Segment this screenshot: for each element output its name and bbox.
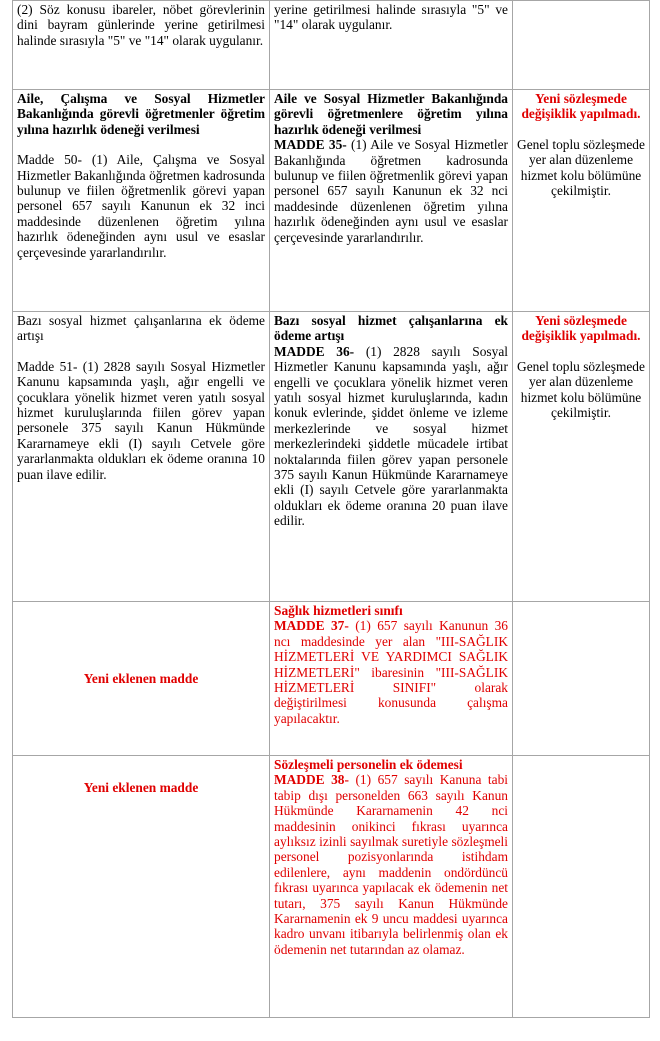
new-text-cell xyxy=(270,756,513,1018)
old-text-cell xyxy=(13,90,270,312)
table-row xyxy=(13,312,650,602)
new-article-body xyxy=(274,618,508,726)
article-text: (1) Aile ve Sosyal Hizmetler Bakanlığında öğretmen kadrosunda bulunup ve fiilen öğretmenlik görevi yapan personel 657 sayılı Kanunun ek 32 nci maddesinde düzenlenen öğretim yılına hazırlık ödeneğinden aynı usul ve esaslar çerçevesinde yararlandırılır. xyxy=(274,137,509,245)
article-number: MADDE 35- xyxy=(274,137,347,153)
new-article-body xyxy=(274,344,508,529)
article-number: MADDE 36- xyxy=(274,343,355,359)
table-row xyxy=(13,602,650,756)
old-text-cell xyxy=(13,756,270,1018)
old-text-cell xyxy=(13,312,270,602)
new-article-title: Sözleşmeli personelin ek ödemesi xyxy=(274,757,463,772)
old-text: (2) Söz konusu ibareler, nöbet görevlerinin dini bayram günlerinde yerine getirilmesi halinde sırasıyla "5" ve "14" olarak uygulanır. xyxy=(17,2,265,48)
table-row xyxy=(13,756,650,1018)
new-article-body xyxy=(274,772,508,957)
note-text: Genel toplu sözleşmede yer alan düzenleme hizmet kolu bölümüne çekilmiştir. xyxy=(517,358,645,421)
new-article-title: Bazı sosyal hizmet çalışanlarına ek ödeme artışı xyxy=(274,313,508,344)
new-article-label: Yeni eklenen madde xyxy=(83,671,199,687)
old-article-title: Aile, Çalışma ve Sosyal Hizmetler Bakanlığında görevli öğretmenler öğretim yılına hazırlık ödeneği verilmesi xyxy=(17,91,265,137)
new-article-title: Aile ve Sosyal Hizmetler Bakanlığında görevli öğretmenlere öğretim yılına hazırlık ödeneği verilmesi xyxy=(274,91,508,137)
new-text-cell xyxy=(270,312,513,602)
new-text: yerine getirilmesi halinde sırasıyla "5" ve "14" olarak uygulanır. xyxy=(274,2,508,33)
old-text-cell xyxy=(13,1,270,90)
status-label: Yeni sözleşmede değişiklik yapılmadı. xyxy=(521,91,641,122)
old-text-cell xyxy=(13,602,270,756)
status-label: Yeni sözleşmede değişiklik yapılmadı. xyxy=(521,313,641,344)
table-row xyxy=(13,90,650,312)
old-article-title: Bazı sosyal hizmet çalışanlarına ek ödeme artışı xyxy=(17,313,265,344)
new-article-title: Sağlık hizmetleri sınıfı xyxy=(274,603,403,618)
article-number: MADDE 37- xyxy=(274,618,349,634)
new-text-cell xyxy=(270,90,513,312)
comparison-table-page xyxy=(12,0,645,1018)
note-cell xyxy=(513,90,650,312)
note-cell xyxy=(513,602,650,756)
new-text-cell xyxy=(270,1,513,90)
article-text: (1) 657 sayılı Kanunun 36 ncı maddesinde yer alan "III-SAĞLIK HİZMETLERİ VE YARDIMCI SAĞLIK HİZMETLERİ" ibaresinin "III-SAĞLIK HİZMETLERİ SINIFI" olarak değiştirilmesi konusunda çalışma yapılacaktır. xyxy=(274,618,508,726)
old-article-body: Madde 51- (1) 2828 sayılı Sosyal Hizmetler Kanunu kapsamında yaşlı, ağır engelli ve çocuklara yönelik hizmet veren yatılı sosyal hizmet kuruluşlarında fiilen görev yapan personele 375 sayılı Kanun Hükmünde Kararnameye ekli (I) sayılı Cetvele göre yararlanmakta oldukları ek ödeme oranına 10 puan ilave edilir. xyxy=(17,358,265,482)
article-number: MADDE 38- xyxy=(274,772,349,788)
note-cell xyxy=(513,756,650,1018)
note-cell xyxy=(513,1,650,90)
old-article-body: Madde 50- (1) Aile, Çalışma ve Sosyal Hizmetler Bakanlığında öğretmen kadrosunda bulunup ve fiilen öğretmenlik görevi yapan personel 657 sayılı Kanunun ek 32 inci maddesinde düzenlenen öğretim yılına hazırlık ödeneğinden aynı usul ve esaslar çerçevesinde yararlandırılır. xyxy=(17,152,265,260)
note-cell xyxy=(513,312,650,602)
note-text: Genel toplu sözleşmede yer alan düzenleme hizmet kolu bölümüne çekilmiştir. xyxy=(517,136,645,199)
comparison-table xyxy=(12,0,650,1018)
table-row xyxy=(13,1,650,90)
article-text: (1) 657 sayılı Kanuna tabi tabip dışı personelden 663 sayılı Kanun Hükmünde Kararnamenin 42 nci maddesinin onikinci fıkrası uyarınca aylıksız izinli sayılmak suretiyle sözleşmeli personel pozisyonlarında istihdam edilenlere, aynı maddenin ondördüncü fıkrası uyarınca yapılacak ek ödemenin net tutarı, 375 sayılı Kanun Hükmünde Kararnamenin ek 9 uncu maddesi uyarınca kadro unvanı itibarıyla belirlenmiş olan ek ödemenin net tutarından az olamaz. xyxy=(274,772,508,957)
new-article-label: Yeni eklenen madde xyxy=(83,780,199,795)
new-text-cell xyxy=(270,602,513,756)
new-article-body xyxy=(274,137,508,245)
article-text: (1) 2828 sayılı Sosyal Hizmetler Kanunu kapsamında yaşlı, ağır engelli ve çocuklara yönelik hizmet veren yatılı sosyal hizmet kuruluşlarında, kadın konuk evlerinde, şiddet önleme ve izleme merkezlerinde ve sosyal hizmet merkezlerindeki şiddetle mücadele irtibat noktalarında fiilen görev yapan personele 375 sayılı Kanun Hükmünde Kararnameye ekli (I) sayılı Cetvele göre yararlanmakta oldukları ek ödeme oranına 20 puan ilave edilir. xyxy=(274,343,508,529)
